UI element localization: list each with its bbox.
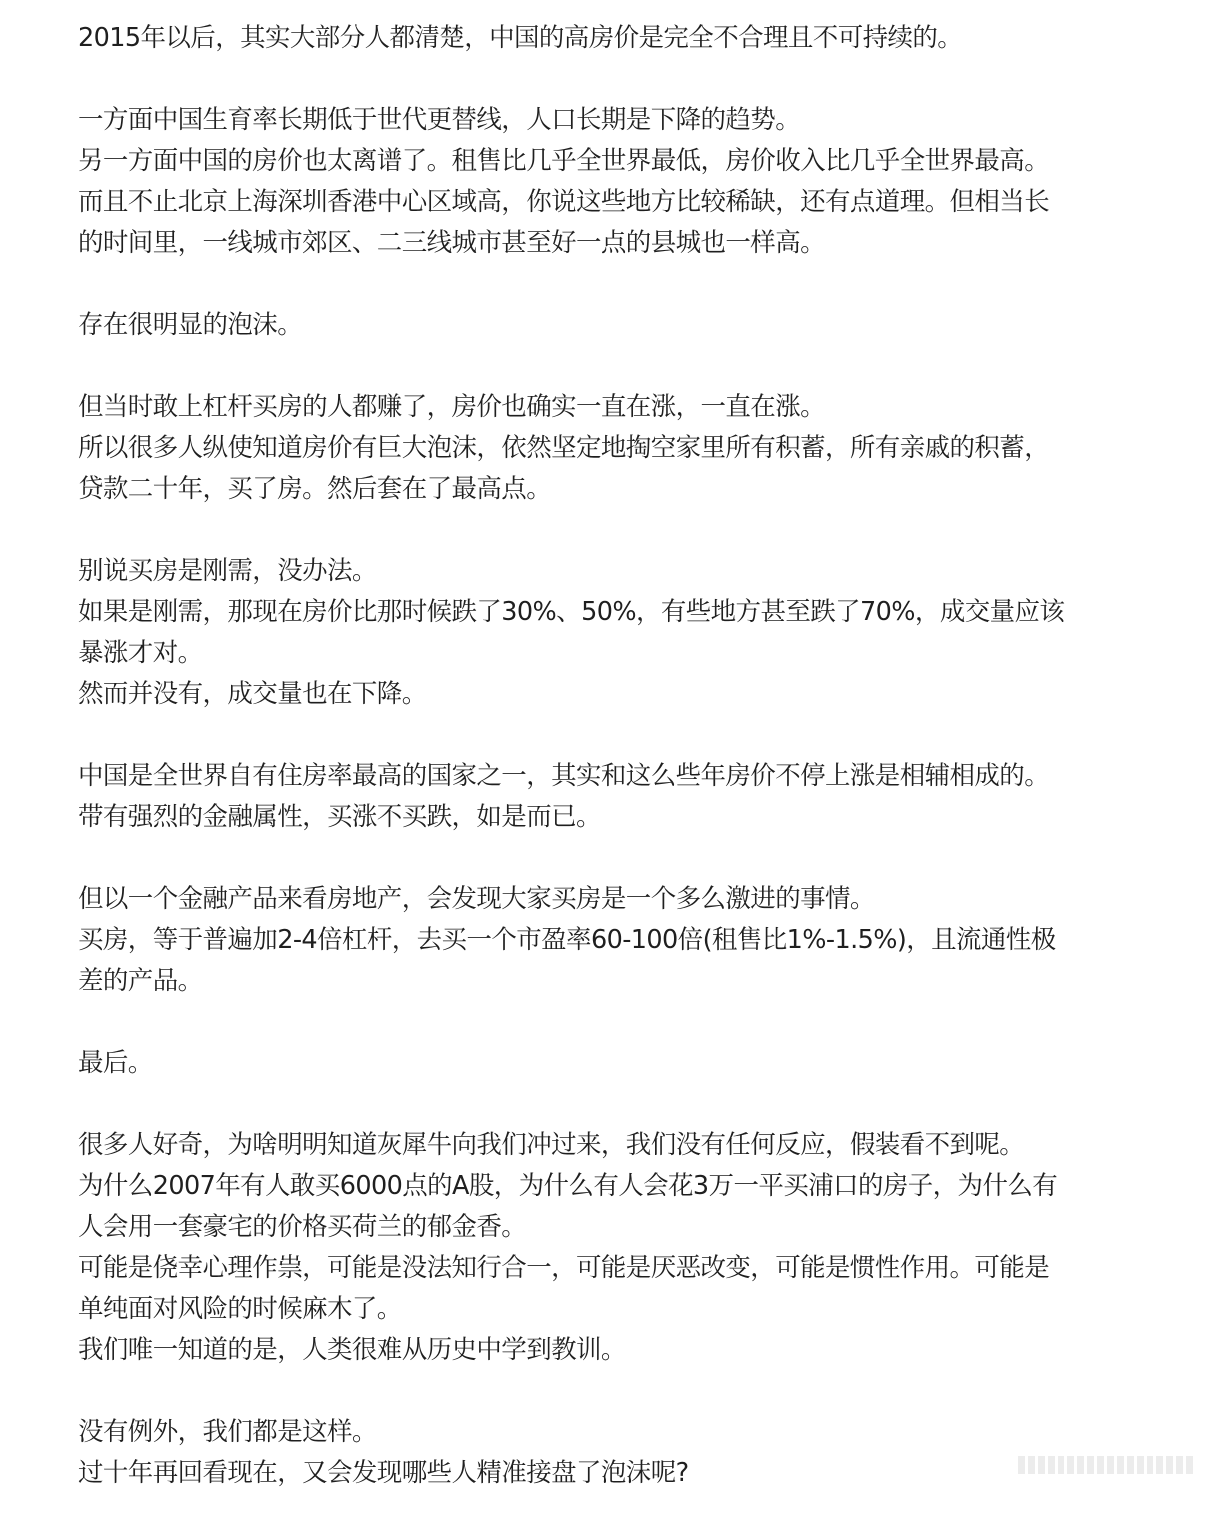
text-line: 我们唯一知道的是，人类很难从历史中学到教训。 [78, 1335, 626, 1365]
text-line: 所以很多人纵使知道房价有巨大泡沫，依然坚定地掏空家里所有积蓄，所有亲戚的积蓄， [78, 433, 1050, 463]
paragraph [78, 387, 1088, 510]
text-line: 差的产品。 [78, 966, 203, 996]
text-line: 但当时敢上杠杆买房的人都赚了，房价也确实一直在涨，一直在涨。 [78, 392, 826, 422]
text-line: 买房，等于普遍加2-4倍杠杆，去买一个市盈率60-100倍(租售比1%-1.5%)，且流通性极 [78, 925, 1056, 955]
text-line: 如果是刚需，那现在房价比那时候跌了30%、50%，有些地方甚至跌了70%，成交量应该 [78, 597, 1065, 627]
text-line: 另一方面中国的房价也太离谱了。租售比几乎全世界最低，房价收入比几乎全世界最高。 [78, 146, 1050, 176]
text-line: 一方面中国生育率长期低于世代更替线，人口长期是下降的趋势。 [78, 105, 801, 135]
text-line: 中国是全世界自有住房率最高的国家之一，其实和这么些年房价不停上涨是相辅相成的。 [78, 761, 1050, 791]
paragraph [78, 305, 1088, 346]
paragraph [78, 1412, 1088, 1494]
text-line: 没有例外，我们都是这样。 [78, 1417, 377, 1447]
text-line: 的时间里，一线城市郊区、二三线城市甚至好一点的县城也一样高。 [78, 228, 826, 258]
text-line: 但以一个金融产品来看房地产，会发现大家买房是一个多么激进的事情。 [78, 884, 875, 914]
paragraph [78, 100, 1088, 264]
paragraph [78, 879, 1088, 1002]
text-line: 人会用一套豪宅的价格买荷兰的郁金香。 [78, 1212, 527, 1242]
text-line: 贷款二十年，买了房。然后套在了最高点。 [78, 474, 552, 504]
text-line: 可能是侥幸心理作祟，可能是没法知行合一，可能是厌恶改变，可能是惯性作用。可能是 [78, 1253, 1050, 1283]
text-line: 很多人好奇，为啥明明知道灰犀牛向我们冲过来，我们没有任何反应，假装看不到呢。 [78, 1130, 1025, 1160]
text-line: 存在很明显的泡沫。 [78, 310, 303, 340]
paragraph [78, 551, 1088, 715]
text-line: 最后。 [78, 1048, 153, 1078]
text-line: 然而并没有，成交量也在下降。 [78, 679, 427, 709]
watermark [1018, 1456, 1193, 1474]
paragraph [78, 1125, 1088, 1371]
article-body [78, 18, 1088, 1535]
text-line: 过十年再回看现在，又会发现哪些人精准接盘了泡沫呢? [78, 1458, 689, 1488]
paragraph [78, 756, 1088, 838]
paragraph [78, 1043, 1088, 1084]
paragraph [78, 18, 1088, 59]
text-line: 为什么2007年有人敢买6000点的A股，为什么有人会花3万一平买浦口的房子，为什么有 [78, 1171, 1058, 1201]
text-line: 别说买房是刚需，没办法。 [78, 556, 377, 586]
text-line: 而且不止北京上海深圳香港中心区域高，你说这些地方比较稀缺，还有点道理。但相当长 [78, 187, 1050, 217]
text-line: 带有强烈的金融属性，买涨不买跌，如是而已。 [78, 802, 601, 832]
text-line: 单纯面对风险的时候麻木了。 [78, 1294, 402, 1324]
text-line: 暴涨才对。 [78, 638, 203, 668]
text-line: 2015年以后，其实大部分人都清楚，中国的高房价是完全不合理且不可持续的。 [78, 23, 963, 53]
